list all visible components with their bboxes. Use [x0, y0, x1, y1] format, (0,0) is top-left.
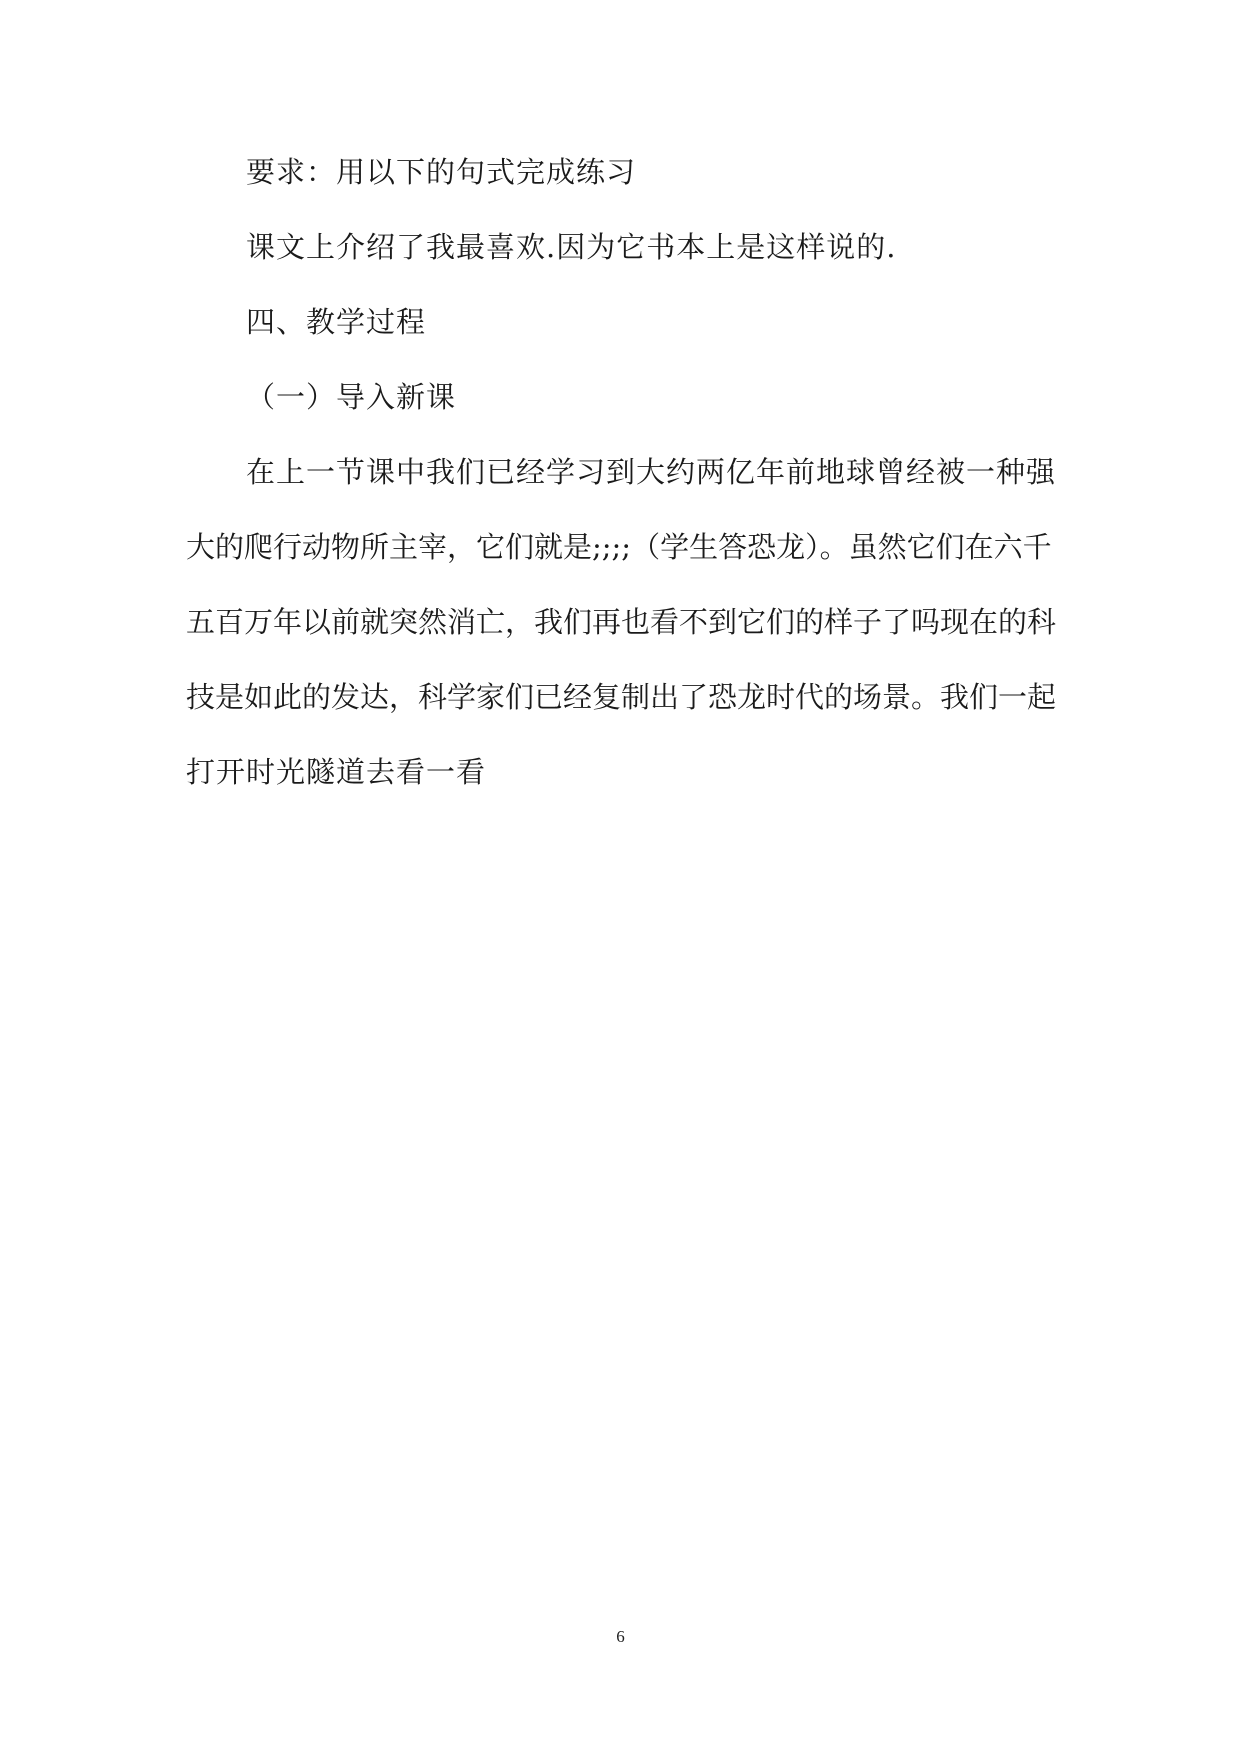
body-line-2: 大的爬行动物所主宰，它们就是;;;;（学生答恐龙）。虽然它们在六千 [186, 530, 1052, 564]
requirement-line: 要求：用以下的句式完成练习 [246, 155, 637, 189]
body-line-5: 打开时光隧道去看一看 [186, 755, 487, 789]
page-number: 6 [616, 1627, 625, 1646]
body-line-4: 技是如此的发达，科学家们已经复制出了恐龙时代的场景。我们一起 [186, 680, 1057, 714]
body-line-1: 在上一节课中我们已经学习到大约两亿年前地球曾经被一种强 [246, 455, 1057, 489]
body-line-3: 五百万年以前就突然消亡，我们再也看不到它们的样子了吗现在的科 [186, 605, 1057, 639]
subsection-heading-introduction: （一）导入新课 [246, 380, 457, 414]
section-heading-teaching-process: 四、教学过程 [246, 305, 427, 339]
sentence-pattern-line: 课文上介绍了我最喜欢.因为它书本上是这样说的. [246, 230, 897, 264]
